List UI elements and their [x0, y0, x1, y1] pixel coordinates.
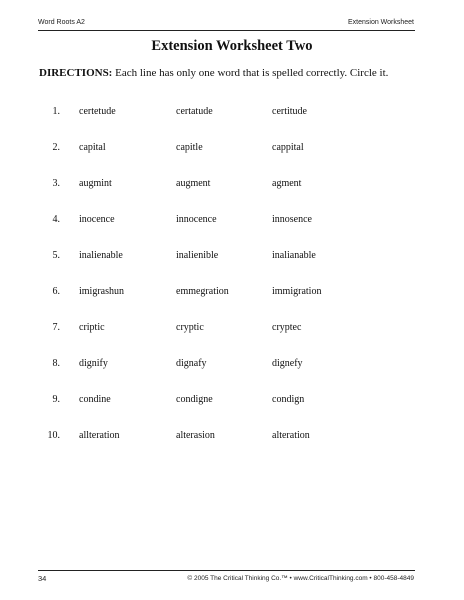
- word-choice[interactable]: augmint: [79, 178, 112, 189]
- word-choice[interactable]: cryptec: [272, 322, 302, 333]
- header-section-title: Extension Worksheet: [347, 19, 414, 26]
- word-choice[interactable]: augment: [176, 178, 211, 189]
- word-choice[interactable]: cryptic: [176, 322, 204, 333]
- page-header: [38, 19, 414, 29]
- list-item: [0, 214, 464, 230]
- word-choice[interactable]: agment: [272, 178, 302, 189]
- header-rule: [38, 30, 415, 31]
- directions: [39, 67, 429, 79]
- word-choice[interactable]: dignify: [79, 358, 108, 369]
- word-choice[interactable]: immigration: [272, 286, 322, 297]
- page-number: 34: [38, 574, 47, 583]
- word-choice[interactable]: capital: [79, 142, 106, 153]
- word-choice[interactable]: alteration: [272, 430, 310, 441]
- item-number: 10.: [47, 430, 60, 441]
- word-choice[interactable]: certatude: [176, 106, 213, 117]
- word-choice[interactable]: certitude: [272, 106, 307, 117]
- word-choice[interactable]: cappital: [272, 142, 304, 153]
- list-item: [0, 322, 464, 338]
- list-item: [0, 250, 464, 266]
- word-choice[interactable]: inalianable: [272, 250, 316, 261]
- list-item: [0, 358, 464, 374]
- item-number: 1.: [52, 106, 60, 117]
- page-footer: [38, 574, 414, 584]
- word-choice[interactable]: innocence: [176, 214, 217, 225]
- worksheet-title: Extension Worksheet Two: [151, 38, 313, 54]
- word-choice[interactable]: alterasion: [176, 430, 215, 441]
- word-choice[interactable]: certetude: [79, 106, 116, 117]
- copyright-notice: © 2005 The Critical Thinking Co.™ • www.CriticalThinking.com • 800-458-4849: [187, 575, 414, 582]
- word-choice[interactable]: allteration: [79, 430, 120, 441]
- word-choice[interactable]: inalienible: [176, 250, 219, 261]
- word-choice[interactable]: condign: [272, 394, 305, 405]
- directions-text: Each line has only one word that is spelled correctly. Circle it.: [112, 67, 389, 79]
- list-item: [0, 394, 464, 410]
- word-choice[interactable]: imigrashun: [79, 286, 124, 297]
- directions-label: DIRECTIONS:: [39, 67, 113, 79]
- word-choice[interactable]: capitle: [176, 142, 203, 153]
- list-item: [0, 142, 464, 158]
- item-number: 7.: [52, 322, 60, 333]
- item-number: 9.: [52, 394, 60, 405]
- list-item: [0, 178, 464, 194]
- item-number: 2.: [52, 142, 60, 153]
- list-item: [0, 286, 464, 302]
- header-book-title: Word Roots A2: [38, 19, 85, 26]
- item-number: 5.: [52, 250, 60, 261]
- item-number: 8.: [52, 358, 60, 369]
- word-choice[interactable]: inocence: [79, 214, 115, 225]
- list-item: [0, 430, 464, 446]
- word-choice[interactable]: emmegration: [176, 286, 229, 297]
- word-choice[interactable]: condine: [79, 394, 111, 405]
- item-number: 3.: [52, 178, 60, 189]
- item-number: 4.: [52, 214, 60, 225]
- item-number: 6.: [52, 286, 60, 297]
- word-choice[interactable]: criptic: [79, 322, 105, 333]
- word-choice[interactable]: innosence: [272, 214, 312, 225]
- word-choice[interactable]: inalienable: [79, 250, 123, 261]
- footer-rule: [38, 570, 415, 571]
- word-choice[interactable]: dignafy: [176, 358, 207, 369]
- word-choice[interactable]: dignefy: [272, 358, 303, 369]
- list-item: [0, 106, 464, 122]
- word-choice[interactable]: condigne: [176, 394, 213, 405]
